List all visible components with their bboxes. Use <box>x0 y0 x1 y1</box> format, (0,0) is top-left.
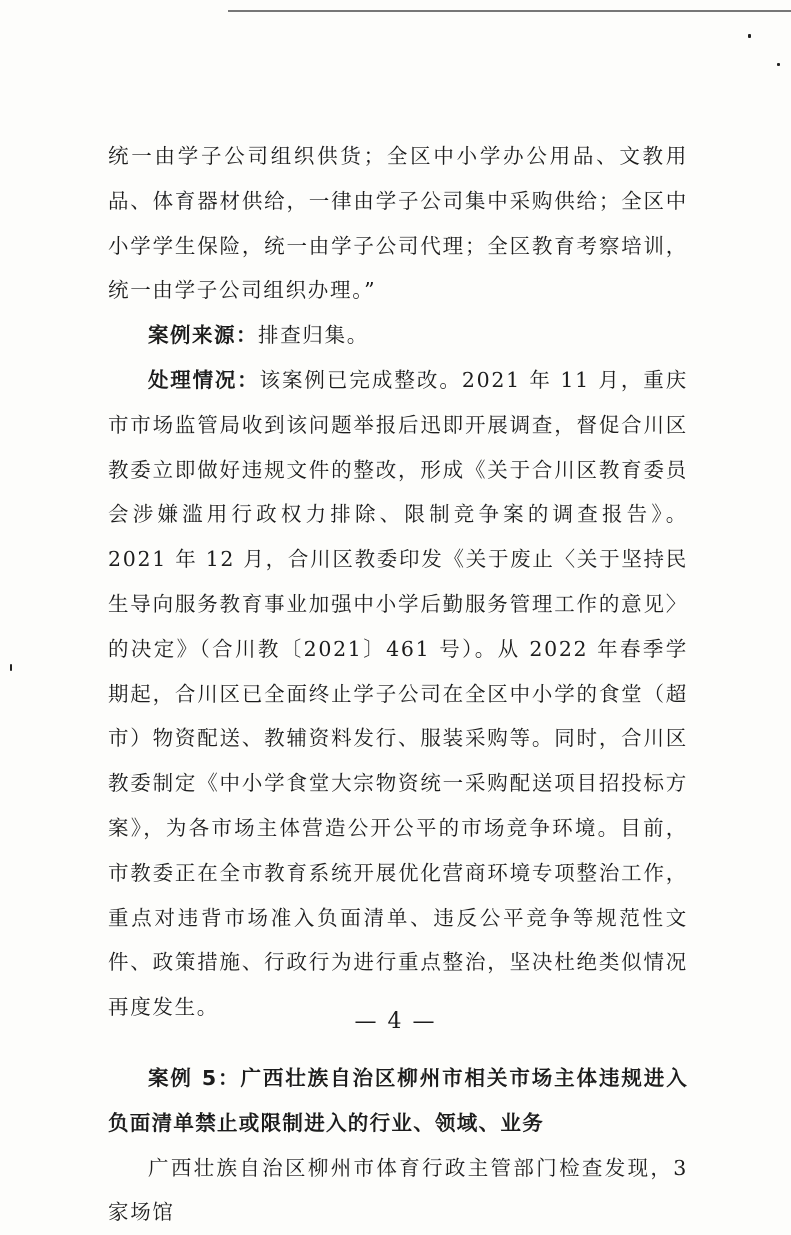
case-heading: 案例 5：广西壮族自治区柳州市相关市场主体违规进入负面清单禁止或限制进入的行业、领域、业务 <box>108 1065 688 1135</box>
document-body <box>108 134 688 1235</box>
handling-label: 处理情况： <box>148 367 260 392</box>
handling-text: 该案例已完成整改。2021 年 11 月，重庆市市场监管局收到该问题举报后迅即开展调查，督促合川区教委立即做好违规文件的整改，形成《关于合川区教育委员会涉嫌滥用行政权力排除、限制竞争案的调查报告》。2021 年 12 月，合川区教委印发《关于废止〈关于坚持民生导向服务教育事业加强中小学后勤服务管理工作的意见〉的决定》（合川教〔2021〕461 号）。从 2022 年春季学期起，合川区已全面终止学子公司在全区中小学的食堂（超市）物资配送、教辅资料发行、服装采购等。同时，合川区教委制定《中小学食堂大宗物资统一采购配送项目招投标方案》，为各市场主体营造公开公平的市场竞争环境。目前，市教委正在全市教育系统开展优化营商环境专项整治工作，重点对违背市场准入负面清单、违反公平竞争等规范性文件、政策措施、行政行为进行重点整治，坚决杜绝类似情况再度发生。 <box>108 367 689 1020</box>
paragraph-text: 统一由学子公司组织供货；全区中小学办公用品、文教用品、体育器材供给，一律由学子公司集中采购供给；全区中小学学生保险，统一由学子公司代理；全区教育考察培训，统一由学子公司组织办理。” <box>108 144 688 303</box>
final-paragraph-text: 广西壮族自治区柳州市体育行政主管部门检查发现，3 家场馆 <box>108 1155 688 1225</box>
paragraph-case-source <box>108 313 688 358</box>
scan-speck <box>777 63 780 66</box>
scan-edge-line <box>228 10 791 12</box>
paragraph-final <box>108 1146 688 1235</box>
paragraph-continuation <box>108 134 688 313</box>
case-source-label: 案例来源： <box>148 323 258 348</box>
scan-speck <box>748 34 751 38</box>
scan-speck <box>10 664 12 671</box>
paragraph-handling <box>108 358 688 1030</box>
page-number: — 4 — <box>354 1009 437 1034</box>
case-source-text: 排查归集。 <box>258 323 369 348</box>
